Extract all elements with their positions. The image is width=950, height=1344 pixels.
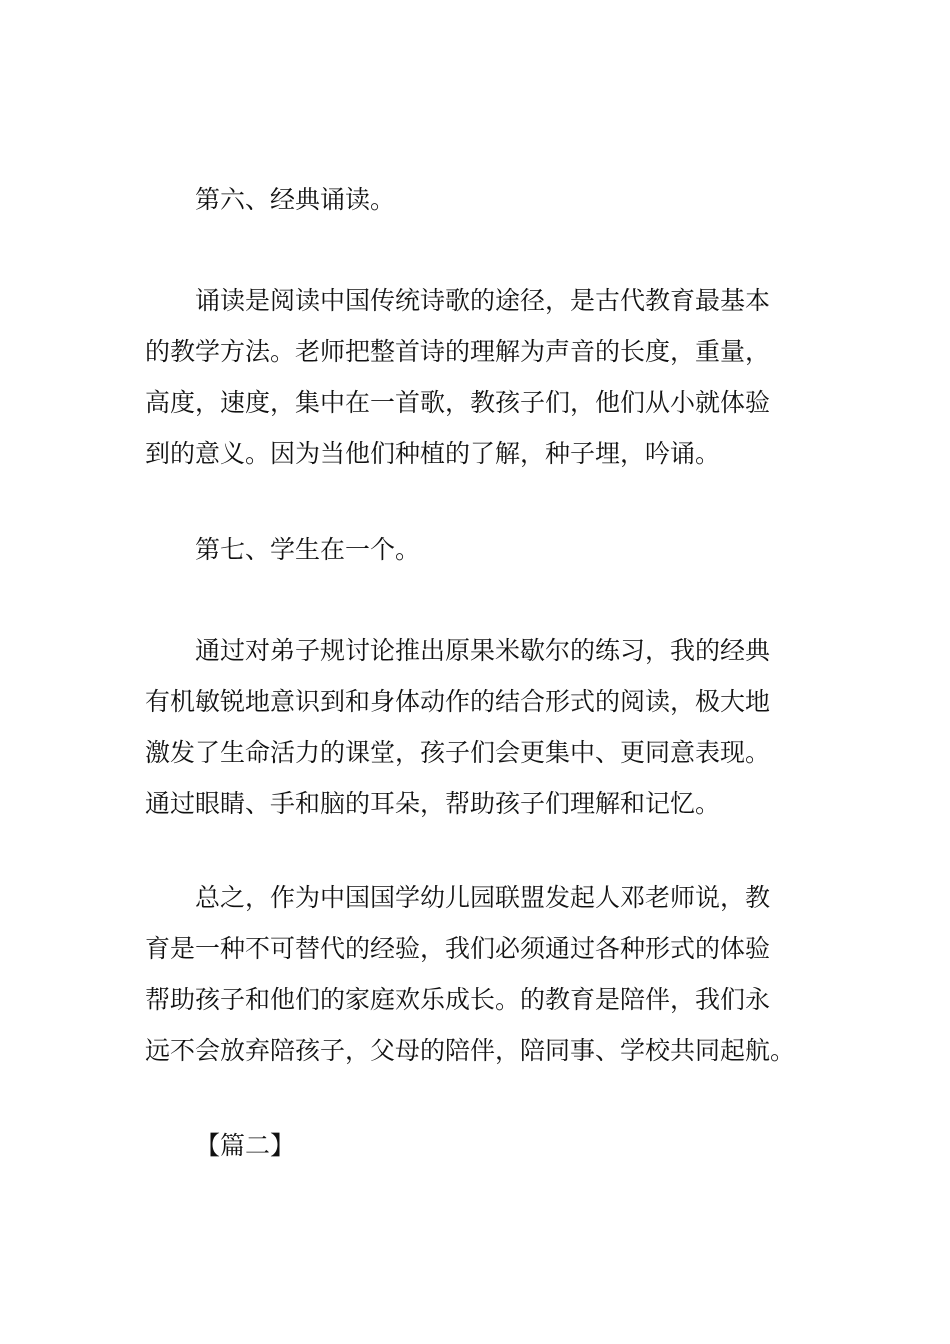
paragraph-line: 通过眼睛、手和脑的耳朵，帮助孩子们理解和记忆。	[145, 789, 721, 818]
paragraph-line: 总之，作为中国国学幼儿园联盟发起人邓老师说，教	[195, 883, 771, 912]
paragraph-line: 通过对弟子规讨论推出原果米歇尔的练习，我的经典	[195, 636, 771, 665]
section-heading-part-two	[145, 1120, 810, 1171]
section-title: 【篇二】	[195, 1131, 296, 1160]
paragraph-line: 帮助孩子和他们的家庭欢乐成长。的教育是陪伴，我们永	[145, 985, 771, 1014]
paragraph-line: 育是一种不可替代的经验，我们必须通过各种形式的体验	[145, 934, 771, 963]
paragraph-line: 有机敏锐地意识到和身体动作的结合形式的阅读，极大地	[145, 687, 771, 716]
heading-classic-recitation	[145, 174, 810, 225]
paragraph-line: 到的意义。因为当他们种植的了解，种子埋，吟诵。	[145, 439, 721, 468]
paragraph-practice	[145, 625, 810, 829]
paragraph-line: 高度，速度，集中在一首歌，教孩子们，他们从小就体验	[145, 388, 771, 417]
paragraph-line: 激发了生命活力的课堂，孩子们会更集中、更同意表现。	[145, 738, 771, 767]
heading-students	[145, 524, 810, 575]
heading-text: 第七、学生在一个。	[195, 535, 421, 564]
paragraph-line: 的教学方法。老师把整首诗的理解为声音的长度，重量，	[145, 337, 771, 366]
paragraph-summary	[145, 872, 810, 1076]
heading-text: 第六、经典诵读。	[195, 185, 396, 214]
paragraph-line: 远不会放弃陪孩子，父母的陪伴，陪同事、学校共同起航。	[145, 1036, 796, 1065]
paragraph-recitation	[145, 275, 810, 479]
paragraph-line: 诵读是阅读中国传统诗歌的途径，是古代教育最基本	[195, 286, 771, 315]
